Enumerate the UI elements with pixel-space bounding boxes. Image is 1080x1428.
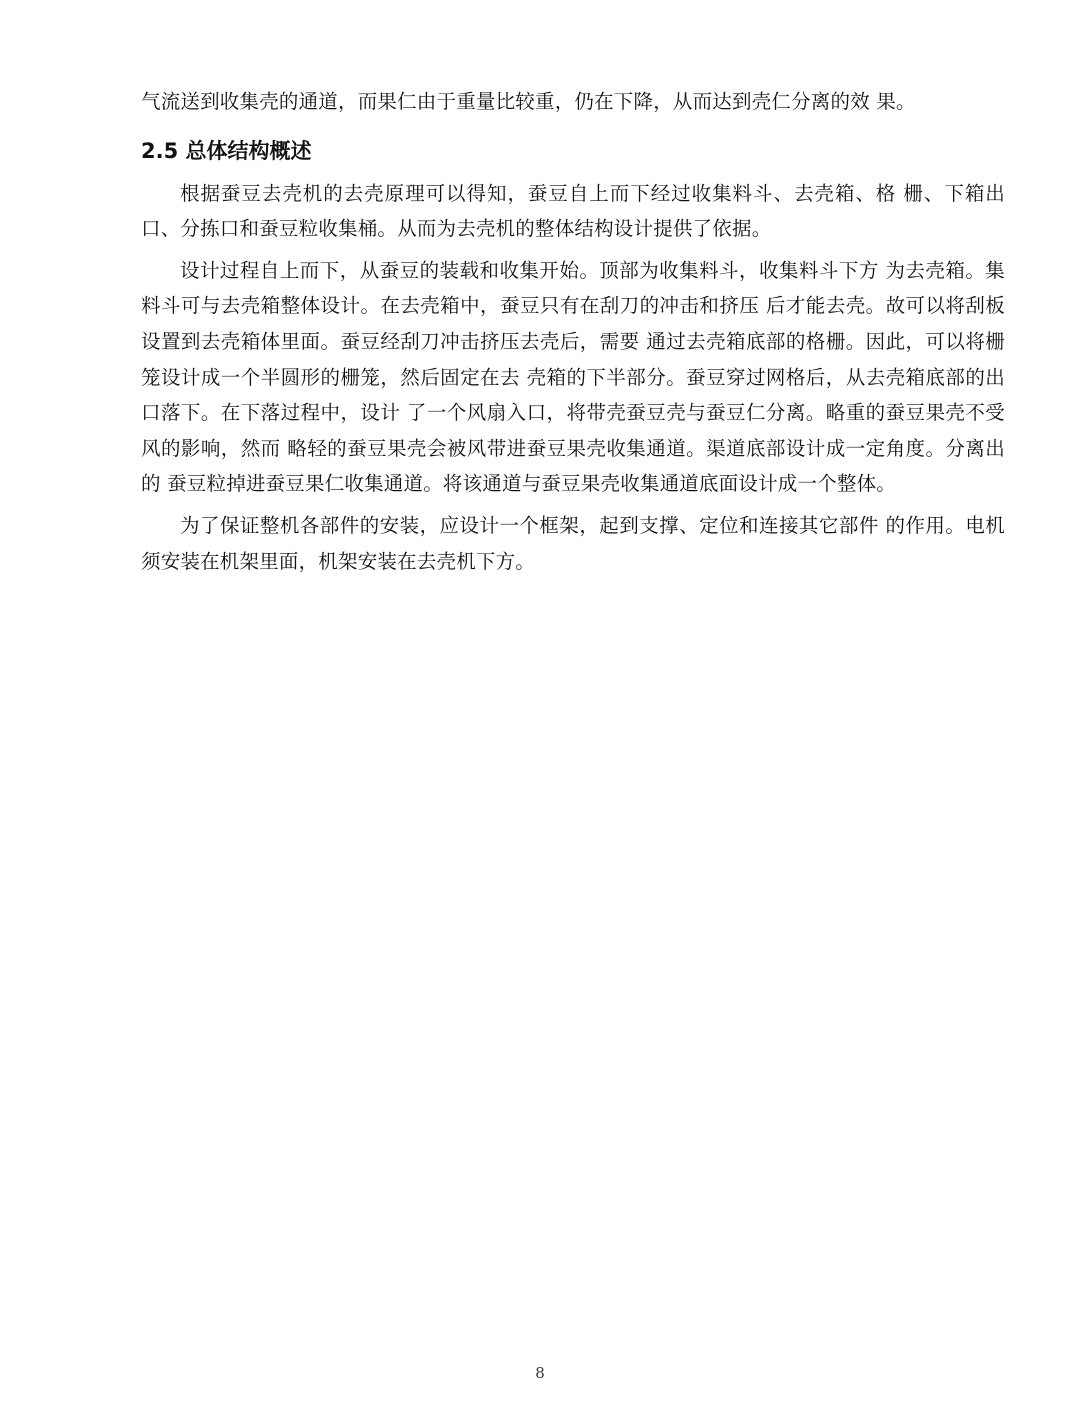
continued-paragraph: 气流送到收集壳的通道，而果仁由于重量比较重，仍在下降，从而达到壳仁分离的效 果。: [141, 90, 916, 113]
section-heading: 2.5 总体结构概述: [141, 138, 312, 163]
page-content: [141, 84, 1005, 579]
paragraph-design-process: 设计过程自上而下，从蚕豆的装载和收集开始。顶部为收集料斗，收集料斗下方 为去壳箱。集料斗可与去壳箱整体设计。在去壳箱中，蚕豆只有在刮刀的冲击和挤压 后才能去壳。故可以将刮板设置到去壳箱体里面。蚕豆经刮刀冲击挤压去壳后，需要 通过去壳箱底部的格栅。因此，可以将栅笼设计成一个半圆形的栅笼，然后固定在去 壳箱的下半部分。蚕豆穿过网格后，从去壳箱底部的出口落下。在下落过程中，设计 了一个风扇入口，将带壳蚕豆壳与蚕豆仁分离。略重的蚕豆果壳不受风的影响，然而 略轻的蚕豆果壳会被风带进蚕豆果壳收集通道。渠道底部设计成一定角度。分离出的 蚕豆粒掉进蚕豆果仁收集通道。将该通道与蚕豆果壳收集通道底面设计成一个整体。: [141, 258, 1005, 496]
page-number: 8: [535, 1364, 545, 1382]
paragraph-principle: 根据蚕豆去壳机的去壳原理可以得知，蚕豆自上而下经过收集料斗、去壳箱、格 栅、下箱出口、分拣口和蚕豆粒收集桶。从而为去壳机的整体结构设计提供了依据。: [141, 181, 1005, 241]
paragraph-frame: 为了保证整机各部件的安装，应设计一个框架，起到支撑、定位和连接其它部件 的作用。电机须安装在机架里面，机架安装在去壳机下方。: [141, 513, 1005, 573]
